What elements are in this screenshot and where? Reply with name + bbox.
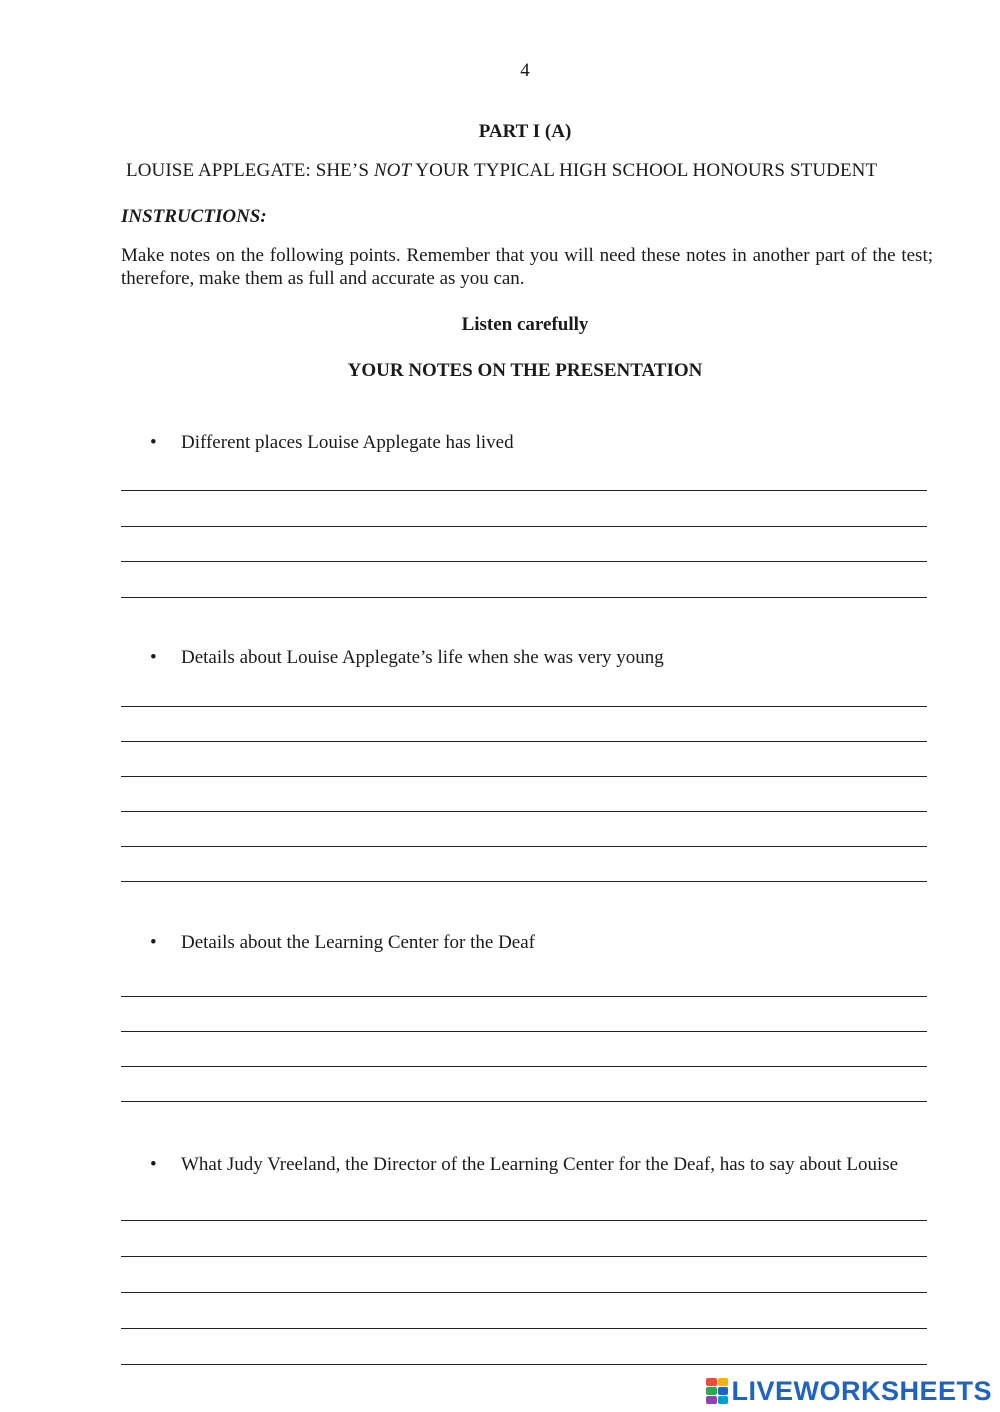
logo-tile [706, 1387, 717, 1395]
logo-text: LIVEWORKSHEETS [731, 1375, 992, 1406]
answer-line[interactable] [121, 1066, 927, 1067]
logo-mark-icon [706, 1378, 728, 1404]
bullet-icon: • [150, 932, 157, 953]
answer-line[interactable] [121, 1256, 927, 1257]
answer-line[interactable] [121, 1220, 927, 1221]
listen-label: Listen carefully [461, 314, 589, 335]
instructions-text: Make notes on the following points. Remember that you will need these notes in another part of the test; therefore, make them as full and accurate as you can. [121, 245, 933, 289]
bullet-icon: • [150, 647, 157, 668]
answer-line[interactable] [121, 996, 927, 997]
logo-tile [718, 1387, 729, 1395]
answer-line[interactable] [121, 597, 927, 598]
page-number: 4 [520, 60, 530, 81]
logo-tile [718, 1396, 729, 1404]
answer-line[interactable] [121, 526, 927, 527]
logo-tile [706, 1396, 717, 1404]
subtitle-end: YOUR TYPICAL HIGH SCHOOL HONOURS STUDENT [411, 160, 878, 181]
note-prompt-text: What Judy Vreeland, the Director of the Learning Center for the Deaf, has to say about Louise [181, 1154, 899, 1175]
logo-tile [706, 1378, 717, 1386]
answer-line[interactable] [121, 1364, 927, 1365]
answer-line[interactable] [121, 881, 927, 882]
subtitle-emphasis: NOT [373, 160, 412, 181]
note-prompt-text: Details about the Learning Center for the Deaf [181, 932, 535, 953]
liveworksheets-logo [706, 1376, 992, 1406]
answer-line[interactable] [121, 490, 927, 491]
bullet-icon: • [150, 432, 157, 453]
logo-tile [718, 1378, 729, 1386]
note-prompt-text: Details about Louise Applegate’s life when she was very young [181, 647, 664, 668]
subtitle-start: LOUISE APPLEGATE: SHE’S [126, 160, 374, 181]
answer-line[interactable] [121, 1328, 927, 1329]
answer-line[interactable] [121, 1101, 927, 1102]
answer-line[interactable] [121, 776, 927, 777]
answer-line[interactable] [121, 561, 927, 562]
bullet-icon: • [150, 1154, 157, 1175]
answer-line[interactable] [121, 1292, 927, 1293]
worksheet-subtitle [126, 160, 877, 182]
answer-line[interactable] [121, 706, 927, 707]
answer-line[interactable] [121, 811, 927, 812]
notes-heading: YOUR NOTES ON THE PRESENTATION [347, 360, 703, 381]
part-title: PART I (A) [478, 121, 572, 142]
note-prompt-text: Different places Louise Applegate has lived [181, 432, 514, 453]
answer-line[interactable] [121, 846, 927, 847]
answer-line[interactable] [121, 1031, 927, 1032]
instructions-heading: INSTRUCTIONS: [121, 206, 267, 227]
answer-line[interactable] [121, 741, 927, 742]
